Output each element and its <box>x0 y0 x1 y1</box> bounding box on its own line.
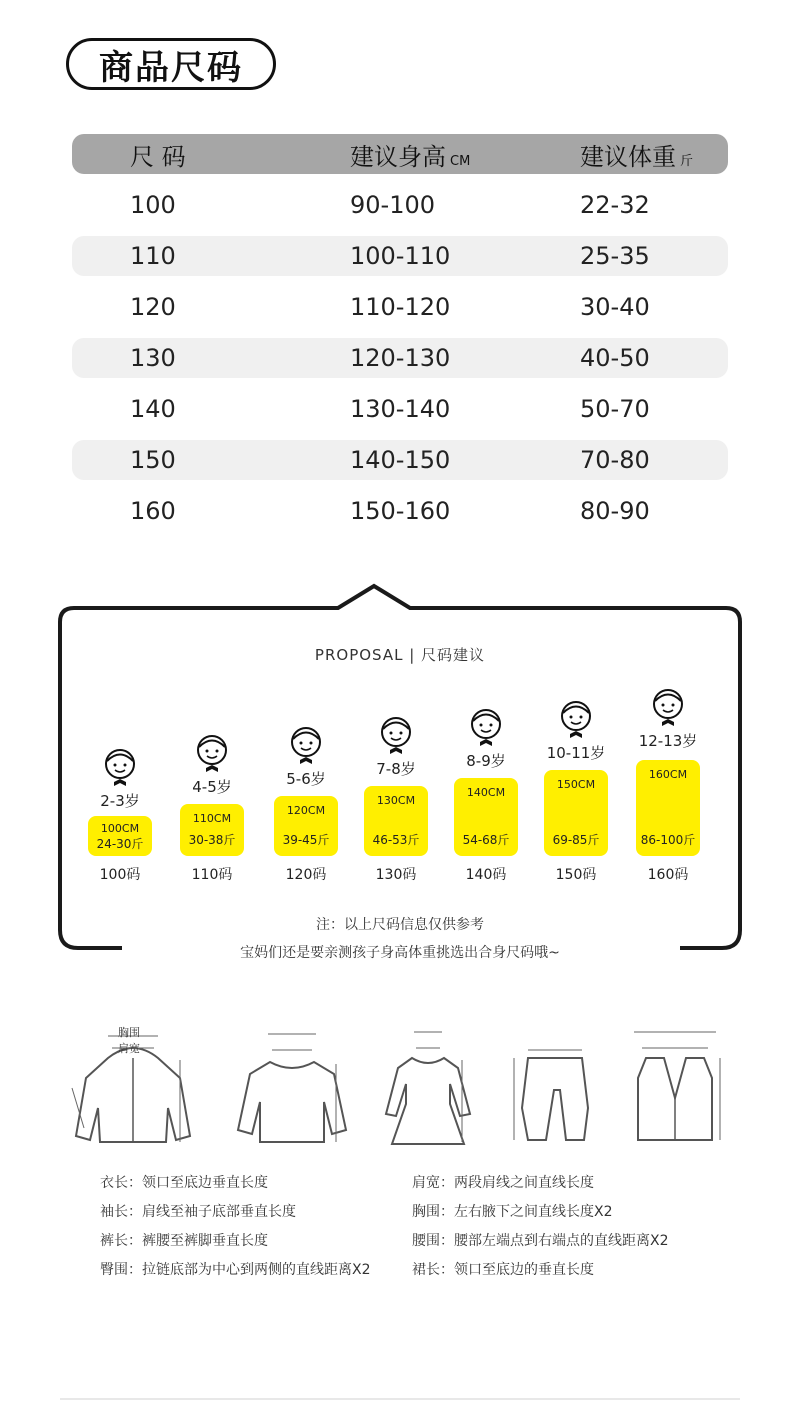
size-box <box>274 796 338 856</box>
size-box <box>88 816 152 856</box>
table-row <box>72 338 728 378</box>
height-value: 120CM <box>286 804 326 817</box>
definition-item: 臀围：拉链底部为中心到两侧的直线距离X2 <box>100 1262 371 1278</box>
definition-item: 腰围：腰部左端点到右端点的直线距离X2 <box>412 1233 669 1249</box>
height-value: 110CM <box>192 812 232 825</box>
size-code: 120码 <box>285 867 327 883</box>
age-label: 5-6岁 <box>286 770 326 788</box>
size-box <box>544 770 608 856</box>
cell-size: 140 <box>130 395 176 423</box>
cell-height: 100-110 <box>350 242 451 270</box>
cell-height: 90-100 <box>350 191 436 219</box>
table-row <box>72 287 728 327</box>
definition-item: 肩宽：两段肩线之间直线长度 <box>412 1175 594 1191</box>
pants-icon <box>510 1018 600 1158</box>
definition-item: 衣长：领口至底边垂直长度 <box>100 1175 268 1191</box>
definition-item: 袖长：肩线至袖子底部垂直长度 <box>100 1204 296 1220</box>
child-face-icon <box>556 698 596 740</box>
weight-value: 24-30斤 <box>96 837 144 851</box>
child-face-icon <box>648 686 688 728</box>
cell-size: 100 <box>130 191 176 219</box>
header-height: 建议身高 CM <box>350 142 471 171</box>
size-code: 160码 <box>647 867 689 883</box>
size-code: 130码 <box>375 867 417 883</box>
size-code: 150码 <box>555 867 597 883</box>
cell-height: 110-120 <box>350 293 451 321</box>
height-value: 150CM <box>556 778 596 791</box>
child-face-icon <box>376 714 416 756</box>
cell-size: 160 <box>130 497 176 525</box>
cell-weight: 40-50 <box>580 344 650 372</box>
cell-height: 140-150 <box>350 446 451 474</box>
weight-value: 69-85斤 <box>552 833 600 847</box>
size-code: 140码 <box>465 867 507 883</box>
age-label: 2-3岁 <box>100 792 140 810</box>
definition-item: 裤长：裤腰至裤脚垂直长度 <box>100 1233 268 1249</box>
weight-value: 86-100斤 <box>640 833 696 847</box>
size-code: 110码 <box>191 867 233 883</box>
note-measure: 宝妈们还是要亲测孩子身高体重挑选出合身尺码哦~ <box>240 945 560 961</box>
proposal-title: PROPOSAL | 尺码建议 <box>314 646 486 664</box>
size-box <box>454 778 518 856</box>
vest-icon <box>620 1018 730 1158</box>
cell-size: 130 <box>130 344 176 372</box>
height-value: 140CM <box>466 786 506 799</box>
weight-value: 30-38斤 <box>188 833 236 847</box>
height-value: 130CM <box>376 794 416 807</box>
header-weight: 建议体重 斤 <box>580 142 694 171</box>
cell-height: 120-130 <box>350 344 451 372</box>
proposal-panel <box>56 582 744 961</box>
size-box <box>636 760 700 856</box>
cell-size: 150 <box>130 446 176 474</box>
cell-weight: 80-90 <box>580 497 650 525</box>
cell-weight: 70-80 <box>580 446 650 474</box>
size-box <box>364 786 428 856</box>
dress-icon <box>378 1018 478 1158</box>
child-face-icon <box>466 706 506 748</box>
weight-value: 39-45斤 <box>282 833 330 847</box>
size-table <box>72 134 728 542</box>
table-row <box>72 440 728 480</box>
label-chest: 胸围 <box>118 1026 140 1039</box>
garment-diagrams <box>60 1018 750 1158</box>
age-label: 8-9岁 <box>466 752 506 770</box>
cell-size: 110 <box>130 242 176 270</box>
size-box <box>180 804 244 856</box>
cell-size: 120 <box>130 293 176 321</box>
child-face-icon <box>100 746 140 788</box>
cell-weight: 30-40 <box>580 293 650 321</box>
label-shoulder: 肩宽 <box>118 1042 140 1055</box>
age-label: 12-13岁 <box>638 732 698 750</box>
age-label: 4-5岁 <box>192 778 232 796</box>
child-face-icon <box>192 732 232 774</box>
cell-weight: 25-35 <box>580 242 650 270</box>
age-label: 10-11岁 <box>546 744 606 762</box>
table-row <box>72 491 728 531</box>
weight-value: 46-53斤 <box>372 833 420 847</box>
table-row <box>72 236 728 276</box>
page-title: 商品尺码 <box>66 38 276 90</box>
cell-weight: 22-32 <box>580 191 650 219</box>
definition-item: 裙长：领口至底边的垂直长度 <box>412 1262 594 1278</box>
table-header <box>72 134 728 174</box>
cell-weight: 50-70 <box>580 395 650 423</box>
header-size: 尺 码 <box>130 142 186 171</box>
definition-item: 胸围：左右腋下之间直线长度X2 <box>412 1204 613 1220</box>
cell-height: 130-140 <box>350 395 451 423</box>
cell-height: 150-160 <box>350 497 451 525</box>
height-value: 100CM <box>100 822 140 835</box>
table-row <box>72 389 728 429</box>
bottom-divider <box>60 1398 740 1400</box>
child-face-icon <box>286 724 326 766</box>
note-reference: 注：以上尺码信息仅供参考 <box>316 917 484 933</box>
weight-value: 54-68斤 <box>462 833 510 847</box>
size-code: 100码 <box>99 867 141 883</box>
sweater-icon <box>232 1018 352 1158</box>
height-value: 160CM <box>648 768 688 781</box>
age-label: 7-8岁 <box>376 760 416 778</box>
table-row <box>72 185 728 225</box>
